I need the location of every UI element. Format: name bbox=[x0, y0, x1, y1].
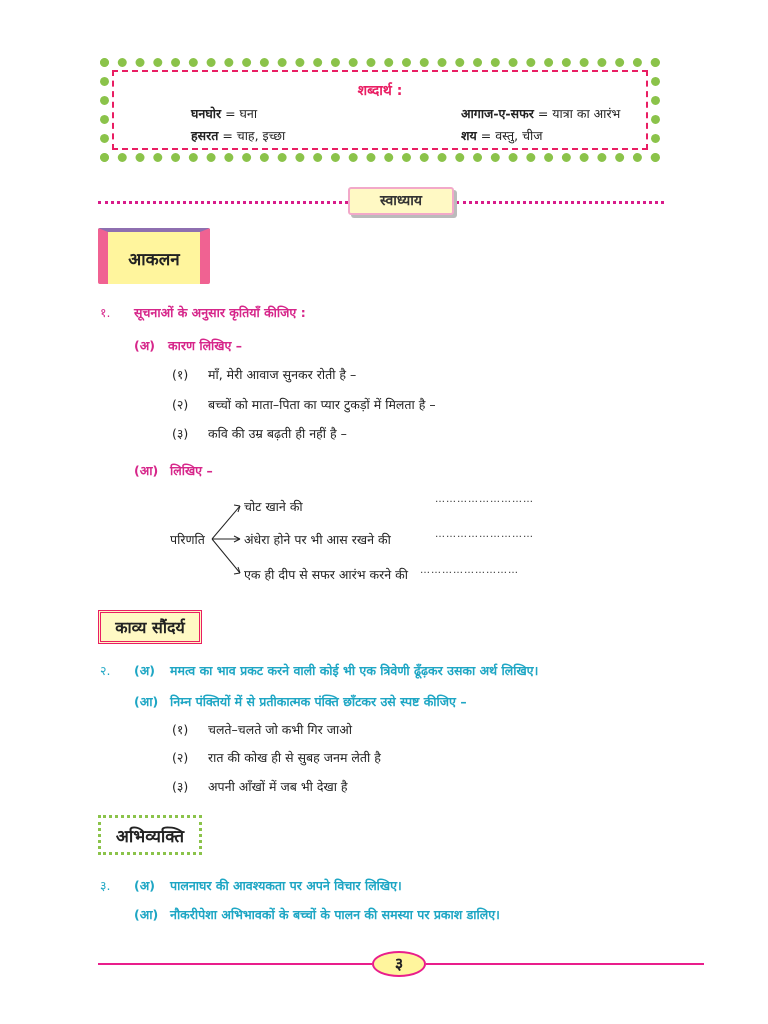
q2a-label: (अ) bbox=[134, 663, 155, 678]
answer-blank: ……………………… bbox=[420, 565, 519, 576]
footer-divider-right bbox=[426, 963, 704, 965]
section-aakalan-header: आकलन bbox=[98, 228, 210, 284]
answer-blank: ……………………… bbox=[435, 529, 534, 540]
q2aa-item-text: अपनी आँखों में जब भी देखा है bbox=[208, 779, 348, 794]
page-number: ३ bbox=[372, 951, 426, 977]
footer-divider-left bbox=[98, 963, 372, 965]
glossary-item: हसरत = चाह, इच्छा bbox=[191, 128, 286, 143]
glossary-item: शय = वस्तु, चीज bbox=[461, 128, 543, 143]
glossary-title: शब्दार्थ : bbox=[357, 83, 403, 99]
q2aa-label: (आ) bbox=[134, 694, 159, 709]
q3a-text: पालनाघर की आवश्यकता पर अपने विचार लिखिए। bbox=[170, 878, 402, 893]
q2aa-item-number: (२) bbox=[172, 750, 189, 765]
q2-number: २. bbox=[100, 663, 111, 678]
q1-instruction: सूचनाओं के अनुसार कृतियाँ कीजिए : bbox=[134, 305, 306, 320]
q2aa-item-text: रात की कोख ही से सुबह जनम लेती है bbox=[208, 750, 381, 765]
q1-number: १. bbox=[100, 305, 111, 320]
section-kavya-header: काव्य सौंदर्य bbox=[98, 610, 202, 644]
q1a-item-number: (१) bbox=[172, 367, 189, 382]
branch-arrow bbox=[212, 506, 240, 539]
q2aa-item-number: (१) bbox=[172, 722, 189, 737]
answer-blank: ……………………… bbox=[435, 494, 534, 505]
q2aa-text: निम्न पंक्तियों में से प्रतीकात्मक पंक्ति छाँटकर उसे स्पष्ट कीजिए – bbox=[170, 694, 467, 709]
diagram-branch: अंधेरा होने पर भी आस रखने की bbox=[244, 532, 391, 547]
q1a-item-number: (२) bbox=[172, 397, 189, 412]
q3a-label: (अ) bbox=[134, 878, 155, 893]
q2aa-item-text: चलते–चलते जो कभी गिर जाओ bbox=[208, 722, 353, 737]
q1aa-text: लिखिए – bbox=[170, 463, 213, 478]
section-abhivyakti-header: अभिव्यक्ति bbox=[98, 815, 202, 855]
diagram-branch: एक ही दीप से सफर आरंभ करने की bbox=[244, 567, 408, 582]
svadhyay-label: स्वाध्याय bbox=[348, 187, 454, 215]
diagram-branch: चोट खाने की bbox=[244, 499, 303, 514]
q3-number: ३. bbox=[100, 878, 111, 893]
branch-arrow bbox=[212, 539, 240, 573]
q1aa-label: (आ) bbox=[134, 463, 159, 478]
q1a-label: (अ) bbox=[134, 338, 155, 353]
glossary-item: आगाज-ए-सफर = यात्रा का आरंभ bbox=[461, 106, 621, 121]
q1a-item-number: (३) bbox=[172, 426, 189, 441]
q3aa-label: (आ) bbox=[134, 907, 159, 922]
q1a-item-text: माँ, मेरी आवाज सुनकर रोती है – bbox=[208, 367, 357, 382]
q2aa-item-number: (३) bbox=[172, 779, 189, 794]
q1a-item-text: कवि की उम्र बढ़ती ही नहीं है – bbox=[208, 426, 347, 441]
q3aa-text: नौकरीपेशा अभिभावकों के बच्चों के पालन की समस्या पर प्रकाश डालिए। bbox=[170, 907, 500, 922]
q2a-text: ममत्व का भाव प्रकट करने वाली कोई भी एक त्रिवेणी ढूँढ़कर उसका अर्थ लिखिए। bbox=[170, 663, 539, 678]
diagram-root: परिणति bbox=[170, 532, 205, 547]
q1a-text: कारण लिखिए – bbox=[168, 338, 243, 353]
glossary-item: घनघोर = घना bbox=[191, 106, 258, 121]
q1a-item-text: बच्चों को माता–पिता का प्यार टुकड़ों में मिलता है – bbox=[208, 397, 436, 412]
